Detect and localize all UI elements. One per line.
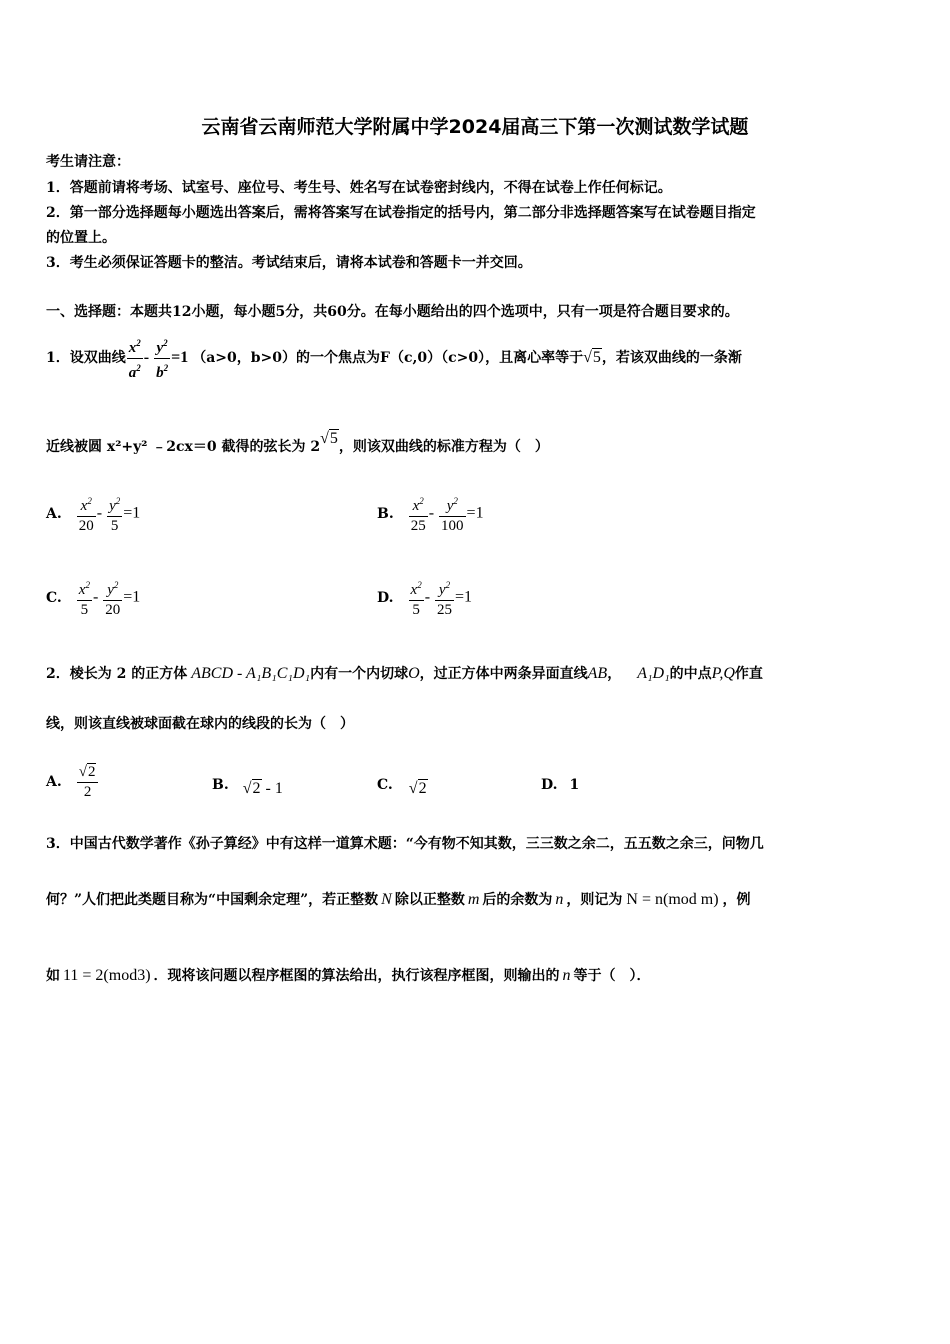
q1-d-yden: 25 [437, 602, 453, 618]
q2-option-b-label: B. [212, 777, 229, 793]
q1-c-yden: 20 [105, 602, 121, 618]
q1-option-d-equation: $\frac{x^2}{5}$ - $\frac{y^2}{25}$ =1 [408, 576, 473, 620]
q3-text-e: ，例 [722, 892, 751, 908]
q1-a-yden: 5 [110, 518, 119, 534]
q1-question: ，则该双曲线的标准方程为（ ） [338, 439, 549, 455]
q3-text-d: ，则记为 [566, 892, 623, 908]
q1-c-xden: 5 [80, 602, 89, 618]
q2-mid-2: ，过正方体中两条异面直线 [419, 666, 588, 682]
q1-option-b-label: B. [377, 506, 394, 522]
q3-text-h: 等于（ ）． [573, 968, 651, 984]
q3-text-g: ．现将该问题以程序框图的算法给出，执行该程序框图，则输出的 [153, 968, 560, 984]
q3-notation: N = n(mod m) [626, 891, 719, 908]
q2-option-d-label: D. [541, 777, 558, 793]
q1-eccentricity: √5 [583, 349, 601, 366]
q1-condition: （a>0，b>0）的一个焦点为F（c,0）（c>0），且离心率等于 [192, 350, 584, 366]
q2-mid-1: 内有一个内切球 [310, 666, 409, 682]
q2-prefix: 2．棱长为 2 的正方体 [46, 666, 188, 682]
question-1-line-2 [46, 432, 549, 462]
notice-item-3: 3．考生必须保证答题卡的整洁。考试结束后，请将本试卷和答题卡一并交回。 [46, 255, 532, 271]
q3-example: 11 = 2(mod3) [63, 967, 151, 984]
q2-sphere: O [408, 665, 420, 682]
q1-option-a[interactable] [46, 484, 140, 544]
q3-var-N: N [381, 891, 392, 908]
q1-prefix: 1．设双曲线 [46, 350, 126, 366]
notice-item-2-cont: 的位置上。 [46, 230, 116, 246]
q1-option-d[interactable] [377, 568, 472, 628]
page-title: 云南省云南师范大学附属中学2024届高三下第一次测试数学试题 [201, 116, 749, 138]
q1-circle-text: 近线被圆 x²+y² ﹣2cx＝0 截得的弦长为 2 [46, 439, 321, 455]
question-1-line-1 [46, 328, 742, 388]
q2-option-c[interactable] [377, 770, 428, 800]
q2-option-c-label: C. [377, 777, 393, 793]
q2-points: P,Q [711, 665, 735, 682]
q2-option-d[interactable] [541, 770, 579, 800]
q2-option-b-value: √2 - 1 [242, 780, 283, 797]
q1-a-xden: 20 [78, 518, 94, 534]
q1-option-c-label: C. [46, 590, 62, 606]
q3-var-n-2: n [562, 967, 571, 984]
notice-item-1: 1．答题前请将考场、试室号、座位号、考生号、姓名写在试卷密封线内，不得在试卷上作任何标记。 [46, 180, 672, 196]
q1-option-a-equation: $\frac{x^2}{20}$ - $\frac{y^2}{5}$ =1 [76, 492, 141, 536]
q2-line-ad: A₁D₁ [637, 665, 670, 682]
q2-tail: 作直 [734, 666, 763, 682]
q3-var-n: n [555, 891, 564, 908]
q2-option-b[interactable] [212, 770, 283, 800]
question-2-line-1 [46, 652, 763, 696]
q3-text-a: 何？”人们把此类题目称为“中国剩余定理”，若正整数 [46, 892, 379, 908]
q1-option-c-equation: $\frac{x^2}{5}$ - $\frac{y^2}{20}$ =1 [76, 576, 141, 620]
q1-tail: ，若该双曲线的一条渐 [601, 350, 742, 366]
q1-b-xden: 25 [410, 518, 426, 534]
q1-hyperbola-equation: $\frac{x^2}{a^2}$ - $\frac{y^2}{b^2}$ =1 [126, 334, 188, 383]
q1-option-d-label: D. [377, 590, 394, 606]
q1-option-b-equation: $\frac{x^2}{25}$ - $\frac{y^2}{100}$ =1 [408, 492, 484, 536]
q2-cube: ABCD - A₁B₁C₁D₁ [191, 665, 311, 682]
q2-option-a-label: A. [46, 774, 62, 790]
q2-option-c-value: √2 [408, 780, 427, 797]
q2-option-a[interactable] [46, 752, 99, 812]
notice-item-2: 2．第一部分选择题每小题选出答案后，需将答案写在试卷指定的括号内，第二部分非选择题答案写在试卷题目指定 [46, 205, 756, 221]
question-3-line-3 [46, 956, 651, 996]
q1-b-yden: 100 [441, 518, 464, 534]
q2-option-d-value: 1 [569, 777, 580, 793]
question-2-line-2: 线，则该直线被球面截在球内的线段的长为（ ） [46, 716, 354, 732]
q3-text-f: 如 [46, 968, 60, 984]
q2-line-ab: AB [587, 665, 608, 682]
q2-comma: ， [607, 666, 622, 682]
q3-text-c: 后的余数为 [482, 892, 553, 908]
q1-d-xden: 5 [412, 602, 420, 618]
notice-heading: 考生请注意： [46, 154, 130, 170]
q3-var-m: m [467, 891, 480, 908]
q1-chord-sqrt: √5 [320, 430, 338, 447]
q1-option-a-label: A. [46, 506, 62, 522]
q1-option-b[interactable] [377, 484, 484, 544]
question-3-line-1: 3．中国古代数学著作《孙子算经》中有这样一道算术题：“今有物不知其数，三三数之余二，五五数之余三，问物几 [46, 836, 764, 852]
q2-option-a-value: $\frac{√2}{2}$ [76, 763, 100, 802]
q1-option-c[interactable] [46, 568, 140, 628]
question-3-line-2 [46, 880, 751, 920]
section-heading: 一、选择题：本题共12小题，每小题5分，共60分。在每小题给出的四个选项中，只有一项是符合题目要求的。 [46, 304, 739, 320]
q2-mid-3: 的中点 [669, 666, 712, 682]
q3-text-b: 除以正整数 [394, 892, 465, 908]
